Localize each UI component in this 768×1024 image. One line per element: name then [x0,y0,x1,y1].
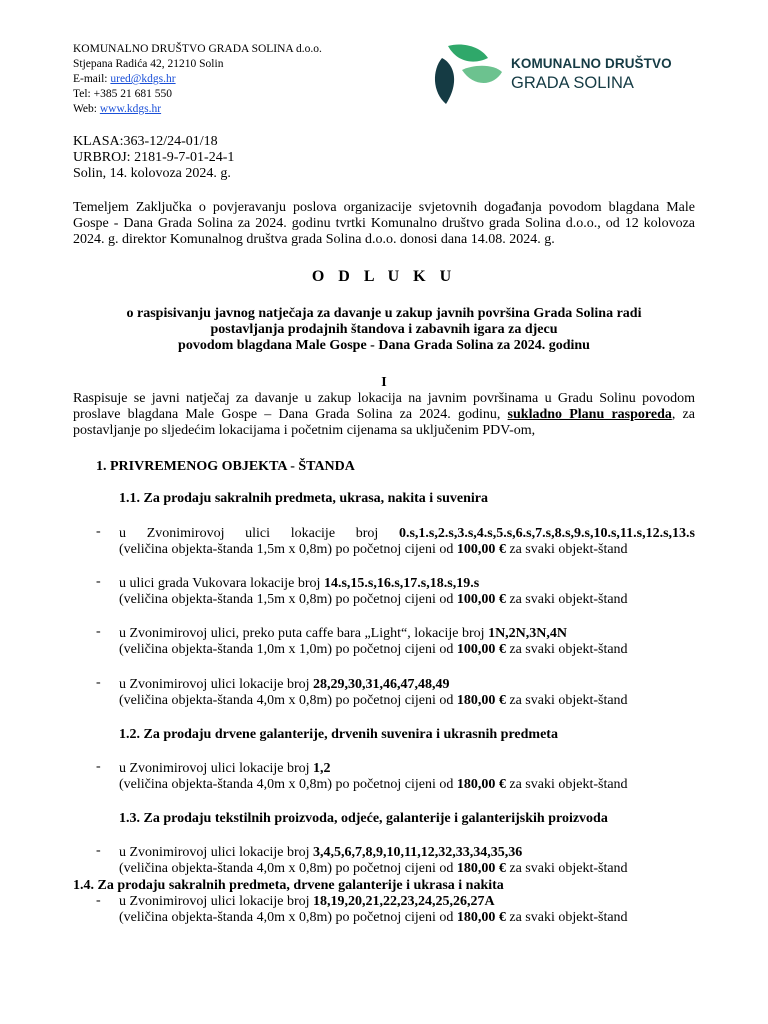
list-item: u Zvonimirovoj ulici lokacije broj 3,4,5,6,7,8,9,10,11,12,32,33,34,35,36 (veličina objekta-štanda 4,0m x 0,8m) po početnoj cijeni od 180,00 € za svaki objekt-štand [119,845,628,877]
subtitle-line3: povodom blagdana Male Gospe - Dana Grada Solina za 2024. godinu [178,338,590,354]
company-address: Stjepana Radića 42, 21210 Solin [73,58,224,70]
list-heading: 1. PRIVREMENOG OBJEKTA - ŠTANDA [96,459,355,474]
subsection-1-2: 1.2. Za prodaju drvene galanterije, drvenih suvenira i ukrasnih predmeta [119,727,558,742]
subtitle-line1: o raspisivanju javnog natječaja za davanje u zakup javnih površina Grada Solina radi [126,306,642,321]
phone-line: Tel: +385 21 681 550 [73,88,172,100]
subsection-1-3: 1.3. Za prodaju tekstilnih proizvoda, odjeće, galanterije i galanterijskih proizvoda [119,811,608,826]
list-item: u ulici grada Vukovara lokacije broj 14.s,15.s,16.s,17.s,18.s,19.s (veličina objekta-štanda 1,5m x 0,8m) po početnoj cijeni od 100,00 € za svaki objekt-štand [119,576,628,608]
list-item: u Zvonimirovoj ulici lokacije broj 28,29,30,31,46,47,48,49 (veličina objekta-štanda 4,0m x 0,8m) po početnoj cijeni od 180,00 € za svaki objekt-štand [119,677,628,709]
subsection-1-1: 1.1. Za prodaju sakralnih predmeta, ukrasa, nakita i suvenira [119,491,488,506]
subtitle-line2: postavljanja prodajnih štandova i zabavnih igara za djecu [210,322,558,338]
web-line: Web: www.kdgs.hr [73,103,162,115]
company-name: KOMUNALNO DRUŠTVO GRADA SOLINA d.o.o. [73,43,322,55]
urbroj: URBROJ: 2181-9-7-01-24-1 [73,150,235,166]
list-bullet: - [96,624,101,639]
list-item: u Zvonimirovoj ulici lokacije broj 0.s,1.s,2.s,3.s,4.s,5.s,6.s,7.s,8.s,9.s,10.s,11.s,12.s,13.s (veličina objekta-štanda 1,5m x 0,8m) po početnoj cijeni od 100,00 € za svaki objekt-štand [119,526,695,558]
logo-line1: KOMUNALNO DRUŠTVO [511,56,672,71]
klasa: KLASA:363-12/24-01/18 [73,134,218,149]
document-title: O D L U K U [311,268,457,285]
list-bullet: - [96,843,101,858]
plan-rasporeda-link: sukladno Planu rasporeda [507,407,672,423]
document-subtitle [73,306,695,355]
intro-paragraph: Temeljem Zaključka o povjeravanju poslova organizacije svjetovnih događanja povodom blagdana Male Gospe - Dana Grada Solina za 2024. godinu tvrtki Komunalno društvo grada Solina d.o.o., od 12 kolovoza 2024. g. direktor Komunalnog društva grada Solina d.o.o. donosi dana 14.08. 2024. g. [73,200,695,248]
section-paragraph: Raspisuje se javni natječaj za davanje u zakup lokacija na javnim površinama u Gradu Solinu povodom proslave blagdana Male Gospe – Dana Grada Solina za 2024. godinu, sukladno Planu rasporeda, za postavljanje po sljedećim lokacijama i početnim cijenama sa uključenim PDV-om, [73,391,695,439]
list-bullet: - [96,893,101,908]
subsection-1-4: 1.4. Za prodaju sakralnih predmeta, drvene galanterije i ukrasa i nakita [73,878,504,893]
document-meta [73,134,234,183]
section-number: I [381,375,387,390]
logo-line2: GRADA SOLINA [511,74,634,92]
leaf-logo-icon [432,42,504,108]
list-item: u Zvonimirovoj ulici lokacije broj 18,19,20,21,22,23,24,25,26,27A (veličina objekta-štanda 4,0m x 0,8m) po početnoj cijeni od 180,00 € za svaki objekt-štand [119,894,628,926]
list-bullet: - [96,675,101,690]
list-item: u Zvonimirovoj ulici lokacije broj 1,2 (veličina objekta-štanda 4,0m x 0,8m) po početnoj cijeni od 180,00 € za svaki objekt-štand [119,761,628,793]
document-date: Solin, 14. kolovoza 2024. g. [73,166,231,182]
list-bullet: - [96,524,101,539]
company-logo [432,42,692,108]
web-link[interactable]: www.kdgs.hr [99,103,162,115]
email-link[interactable]: ured@kdgs.hr [110,73,176,85]
list-bullet: - [96,759,101,774]
list-bullet: - [96,574,101,589]
list-item: u Zvonimirovoj ulici, preko puta caffe bara „Light“, lokacije broj 1N,2N,3N,4N (veličina objekta-štanda 1,0m x 1,0m) po početnoj cijeni od 100,00 € za svaki objekt-štand [119,626,628,658]
company-header [73,42,322,117]
email-line: E-mail: ured@kdgs.hr [73,73,176,85]
